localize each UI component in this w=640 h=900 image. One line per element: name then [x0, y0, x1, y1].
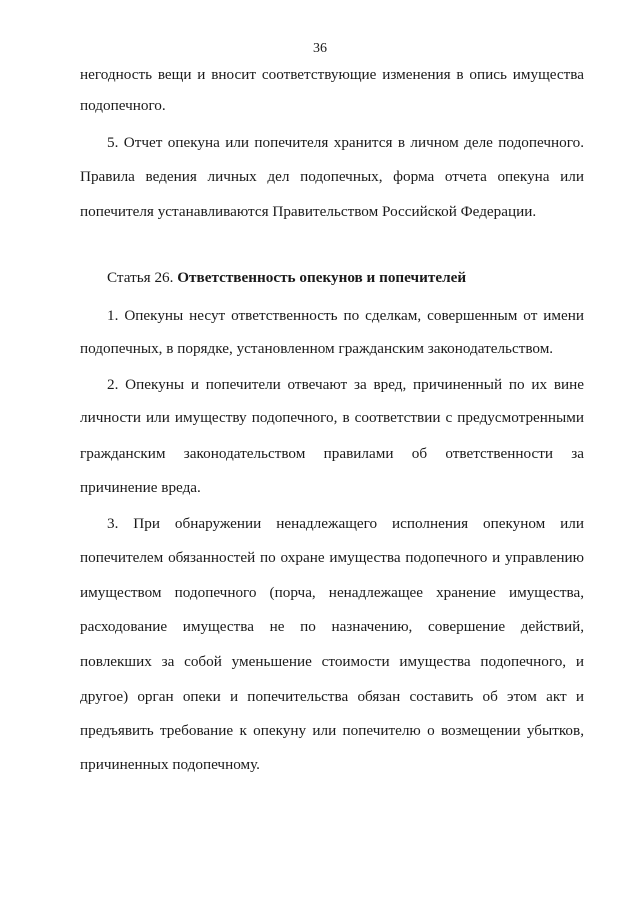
text-line: 2. Опекуны и попечители отвечают за вред, причиненный по их вине — [107, 376, 584, 393]
text-line: другое) орган опеки и попечительства обязан составить об этом акт и — [80, 688, 584, 705]
text-line: Правила ведения личных дел подопечных, форма отчета опекуна или — [80, 168, 584, 185]
text-line: гражданским законодательством правилами об ответственности за — [80, 445, 584, 462]
text-line: подопечных, в порядке, установленном гражданским законодательством. — [80, 340, 554, 357]
text-line: подопечного. — [80, 97, 166, 114]
text-line: личности или имуществу подопечного, в соответствии с предусмотренными — [80, 409, 584, 426]
page-number: 36 — [313, 41, 327, 56]
text-line: негодность вещи и вносит соответствующие изменения в опись имущества — [80, 66, 584, 83]
text-line: предъявить требование к опекуну или попечителю о возмещении убытков, — [80, 722, 584, 739]
text-line: 1. Опекуны несут ответственность по сделкам, совершенным от имени — [107, 307, 584, 324]
article-heading — [107, 269, 584, 287]
text-line: повлекших за собой уменьшение стоимости имущества подопечного, и — [80, 653, 584, 670]
text-line: попечителя устанавливаются Правительством Российской Федерации. — [80, 203, 537, 220]
text-line: 5. Отчет опекуна или попечителя хранится в личном деле подопечного. — [107, 134, 584, 151]
text-line: 3. При обнаружении ненадлежащего исполнения опекуном или — [107, 515, 584, 532]
text-line: попечителем обязанностей по охране имущества подопечного и управлению — [80, 549, 584, 566]
text-line: расходование имущества не по назначению, совершение действий, — [80, 618, 584, 635]
text-line: причинение вреда. — [80, 479, 201, 496]
article-number: Статья 26. — [107, 269, 178, 286]
article-title: Ответственность опекунов и попечителей — [177, 269, 467, 286]
text-line: имуществом подопечного (порча, ненадлежащее хранение имущества, — [80, 584, 584, 601]
text-line: причиненных подопечному. — [80, 756, 260, 773]
